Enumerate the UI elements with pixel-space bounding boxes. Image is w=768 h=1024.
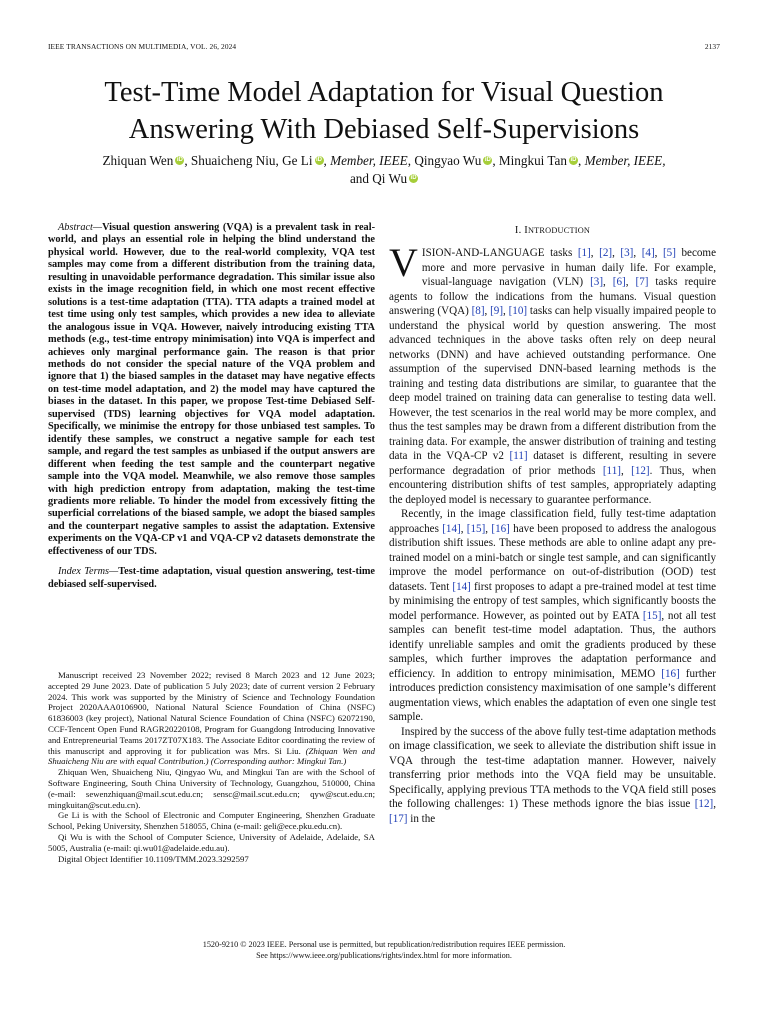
citation-link[interactable]: [7] [635,276,649,288]
citation-link[interactable]: [14] [452,580,471,593]
paper-title: Test-Time Model Adaptation for Visual Question Answering With Debiased Self-Supervisions [104,77,664,145]
citation-link[interactable]: [15] [642,609,662,622]
citation-link[interactable]: [3] [620,247,634,259]
rights-url-line: See https://www.ieee.org/publications/rights/index.html for more information. [256,950,512,960]
citation-link[interactable]: [10] [508,305,528,317]
index-terms-label: Index Terms— [58,566,119,578]
abstract [48,222,375,558]
orcid-icon[interactable]: iD [316,157,322,163]
citation-link[interactable]: [14] [442,522,461,535]
citation-link[interactable]: [9] [490,305,504,317]
running-header-journal: IEEE TRANSACTIONS ON MULTIMEDIA, VOL. 26, 2024 [48,42,237,51]
abstract-text: Visual question answering (VQA) is a prevalent task in real-world, and plays an essential role in helping the blind understand the physical world. However, due to the real-world complexity, VQA test samples may come from a different distribution from the training data, resulting in unavoidable performance degradation. This similar issue also exists in the image recognition field, in which one most recent effective solutions is a test-time adaptation (TTA). TTA adapts a trained model at test time using only test samples, which provides a new idea to alleviate the analogous issue in VQA. However, naively introducing existing TTA methods (e.g., test-time entropy minimisation) into VQA is imperfect and achieves only marginal performance gain. The reason is that prior methods do not consider the special nature of the VQA problem and ignore that 1) the biased samples in the dataset may have negative effects on test-time model adaptation, and 2) the model may have captured the biases in the dataset. In this paper, we propose Test-time Debiased Self-supervised (TDS) learning objectives for VQA model adaptation. Specifically, we minimise the entropy for those unbiased test samples. To identify these samples, we construct a negative sample for each test sample, and regard the test samples as unbiased if the output answers are different when feeding the test sample and the counterpart negative sample into the VQA model. Meanwhile, we also remove those samples with high prediction entropy from adaptation, making the test-time gradients more reliable. To hinder the model from excessively fitting the superficial correlations of the biased sample, we adopt the biased samples and the counterpart negative samples to assist the adaptation. Extensive experiments on the VQA-CP v1 and VQA-CP v2 datasets demonstrate the effectiveness of our TDS. [48,222,375,557]
footnotes [48,670,375,864]
footnote-affiliation: Ge Li is with the School of Electronic and Computer Engineering, Shenzhen Graduate School, Peking University, Shenzhen 518055, China (e-mail: geli@ece.pku.edu.cn). [48,810,375,832]
citation-link[interactable]: [15] [466,522,486,535]
intro-paragraph-2: Recently, in the image classification field, fully test-time adaptation approaches [14], [15], [16] have been proposed to address the analogous distribution shift issues. These methods are able to online adapt any pre-trained model on a mini-batch or single test sample, and can significantly improve the model performance on out-of-distribution (OOD) test datasets. Tent [14] first proposes to adapt a pre-trained model at test time by minimising the entropy of test samples, which significantly boosts the model performance. However, as pointed out by EATA [15], not all test samples can benefit test-time model adaptation. Thus, the authors identify unreliable samples and omit the gradients produced by these samples, which further improves the adaptation performance and efficiency. In addition to entropy minimisation, MEMO [16] further introduces prediction consistency maximisation of one sample’s different augmentation views, which enables the adaptation of even one single test sample. [389,508,717,723]
intro-paragraph-1: VISION-AND-LANGUAGE tasks [1], [2], [3], [4], [5] become more and more pervasive in human daily life. For example, visual-language navigation (VLN) [3], [6], [7] tasks require agents to follow the indications from the humans. Visual question answering (VQA) [8], [9], [10] tasks can help visually impaired people to understand the physical world by question answering. The most advanced techniques in the above tasks often rely on deep neural networks (DNN) and have achieved outstanding performance. One assumption of the supervised DNN-based learning methods is the training and testing data distributions are similar, to guarantee that the deep model trained on training data can generalise to testing data well. However, the test scenarios in the real world may be more complex, and thus the test samples may be drawn from a different distribution from the training data. For example, the answer distribution of training and testing data in the VQA-CP v2 [11] dataset is different, resulting in severe performance degradation of prior methods [11], [12]. Thus, when encountering distribution shifts of test samples, appropriately adapting the deployed model is necessary to guarantee performance. [389,240,717,506]
citation-link[interactable]: [11] [509,450,528,462]
abstract-label: Abstract— [58,222,103,233]
author-membership: Member, IEEE, [584,153,666,168]
author-list: Zhiquan Wen iD , Shuaicheng Niu, Ge Li iD , Member, IEEE, Qingyao Wu iD , Mingkui Tan iD , Member, IEEE, and Qi Wu iD [102,153,666,186]
left-column [48,222,375,591]
footnote-doi: Digital Object Identifier 10.1109/TMM.2023.3292597 [58,853,249,864]
page-number: 2137 [704,42,720,51]
citation-link[interactable]: [12] [694,798,714,810]
orcid-icon[interactable]: iD [484,157,491,163]
citation-link[interactable]: [11] [602,464,621,477]
footnote-equal-contribution: (Zhiquan Wen and Shuaicheng Niu are with equal Contribution.) (Corresponding author: Mingkui Tan.) [48,745,375,767]
right-column [389,222,716,826]
citation-link[interactable]: [6] [612,276,626,288]
orcid-icon[interactable]: iD [570,157,577,163]
copyright-footer [48,940,720,961]
citation-link[interactable]: [1] [577,247,591,259]
footnote-manuscript: Manuscript received 23 November 2022; revised 8 March 2023 and 12 June 2023; accepted 29 June 2023. Date of publication 5 July 2023; date of current version 2 February 2024. This work was supported by the Ministry of Science and Technology Foundation Project 2020AAA0106900, National Natural Science Foundation of China (NSFC) 61836003 (key project), National Natural Science Foundation of China (NSFC) 62072190, CCF-Tencent Open Fund RAGR20220108, Program for Guangdong Introducing Innovative and Entrepreneurial Teams 2017ZT07X183. The Associate Editor coordinating the review of this manuscript and approving it for publication was Mrs. Si Liu. (Zhiquan Wen and Shuaicheng Niu are with equal Contribution.) (Corresponding author: Mingkui Tan.) [48,670,375,767]
orcid-icon[interactable]: iD [410,175,417,181]
author-name: Zhiquan Wen [102,153,174,168]
citation-link[interactable]: [8] [471,305,485,317]
citation-link[interactable]: [5] [662,247,676,259]
author-name: and Qi Wu [349,171,408,186]
copyright-line: 1520-9210 © 2023 IEEE. Personal use is permitted, but republication/redistribution requires IEEE permission. [202,940,566,949]
footnote-affiliation: Qi Wu is with the School of Computer Science, University of Adelaide, Adelaide, SA 5005, Australia (e-mail: qi.wu01@adelaide.edu.au). [48,831,375,853]
footnote-affiliation: Zhiquan Wen, Shuaicheng Niu, Qingyao Wu, and Mingkui Tan are with the School of Software Engineering, South China University of Technology, Guangzhou, 510000, China (e-mail: sewenzhiquan@mail.scut.edu.cn; sensc@mail.scut.edu.cn; qyw@scut.edu.cn; mingkuitan@scut.edu.cn). [48,767,375,810]
citation-link[interactable]: [16] [661,667,680,680]
citation-link[interactable]: [3] [590,276,604,288]
author-name: , Shuaicheng Niu, Ge Li [184,153,313,168]
citation-link[interactable]: [16] [491,522,510,535]
citation-link[interactable]: [4] [641,247,655,259]
citation-link[interactable]: [2] [599,247,613,259]
author-name: , Qingyao Wu [407,153,482,168]
author-membership: Member, IEEE [330,153,408,168]
citation-link[interactable]: [17] [389,812,408,825]
intro-paragraph-3: Inspired by the success of the above fully test-time adaptation methods on image classification, we seek to alleviate the distribution shift issue in VQA through the test-time adaptation manner. However, naively transferring prior methods into the VQA field may be unsuitable. Specifically, applying previous TTA methods to the VQA field still poses the following challenges: 1) These methods ignore the bias issue [12], [17] in the [389,725,716,825]
index-terms-text: Test-time adaptation, visual question answering, test-time debiased self-supervised. [48,566,375,590]
citation-link[interactable]: [12] [631,464,650,477]
index-terms [48,566,375,591]
section-heading: I. INTRODUCTION [514,225,591,236]
orcid-icon[interactable]: iD [176,157,183,163]
drop-cap: V [389,240,418,285]
author-name: , Mingkui Tan [492,153,567,168]
